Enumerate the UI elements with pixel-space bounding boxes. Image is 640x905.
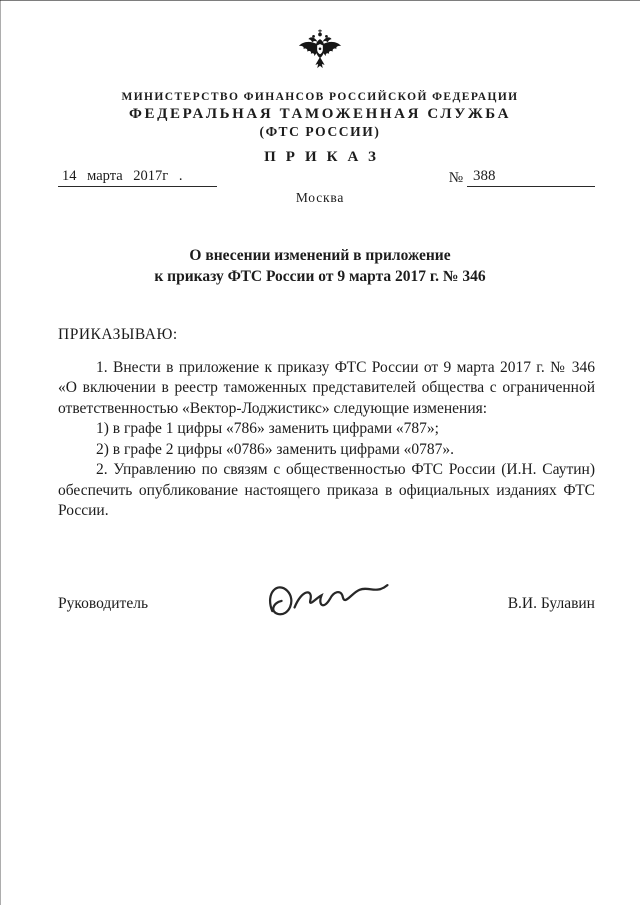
document-city: Москва	[295, 190, 345, 205]
document-date: 14 марта 2017г .	[58, 168, 217, 187]
signer-name: В.И. Булавин	[507, 594, 595, 612]
handwritten-signature-icon	[263, 572, 393, 628]
paragraph-2: 2. Управлению по связям с общественностью ФТС России (И.Н. Саутин) обеспечить опубликование настоящего приказа в официальных изданиях ФТС России.	[58, 461, 595, 520]
document-number: 388	[467, 168, 595, 187]
agency-short-name: (ФТС РОССИИ)	[259, 124, 381, 139]
order-word: ПРИКАЗЫВАЮ:	[58, 325, 178, 343]
document-number-field	[449, 168, 595, 187]
russia-coat-of-arms-icon	[297, 26, 343, 78]
agency-name: ФЕДЕРАЛЬНАЯ ТАМОЖЕННАЯ СЛУЖБА	[128, 106, 512, 122]
paragraph-item-1: 1) в графе 1 цифры «786» заменить цифрами «787»;	[96, 420, 439, 438]
signer-position: Руководитель	[58, 594, 149, 612]
paragraph-1: 1. Внести в приложение к приказу ФТС России от 9 марта 2017 г. № 346 «О включении в реестр таможенных представителей общества с ограниченной ответственностью «Вектор-Лоджистикс» следующие изменения:	[58, 358, 595, 417]
document-title-line1: О внесении изменений в приложение	[189, 247, 451, 264]
document-body	[58, 358, 595, 522]
paragraph-item-2: 2) в графе 2 цифры «0786» заменить цифрами «0787».	[96, 440, 455, 458]
letterhead	[0, 0, 640, 166]
document-title	[0, 246, 640, 288]
document-type-heading: ПРИКАЗ	[264, 149, 386, 165]
signature-block	[58, 580, 595, 628]
scan-edge-top-line	[0, 0, 640, 1]
document-meta-row	[58, 168, 595, 187]
scan-edge-left-line	[0, 0, 1, 905]
ministry-name: МИНИСТЕРСТВО ФИНАНСОВ РОССИЙСКОЙ ФЕДЕРАЦИИ	[121, 91, 519, 103]
number-sign-label: №	[448, 170, 463, 186]
document-title-line2: к приказу ФТС России от 9 марта 2017 г. № 346	[154, 267, 486, 285]
